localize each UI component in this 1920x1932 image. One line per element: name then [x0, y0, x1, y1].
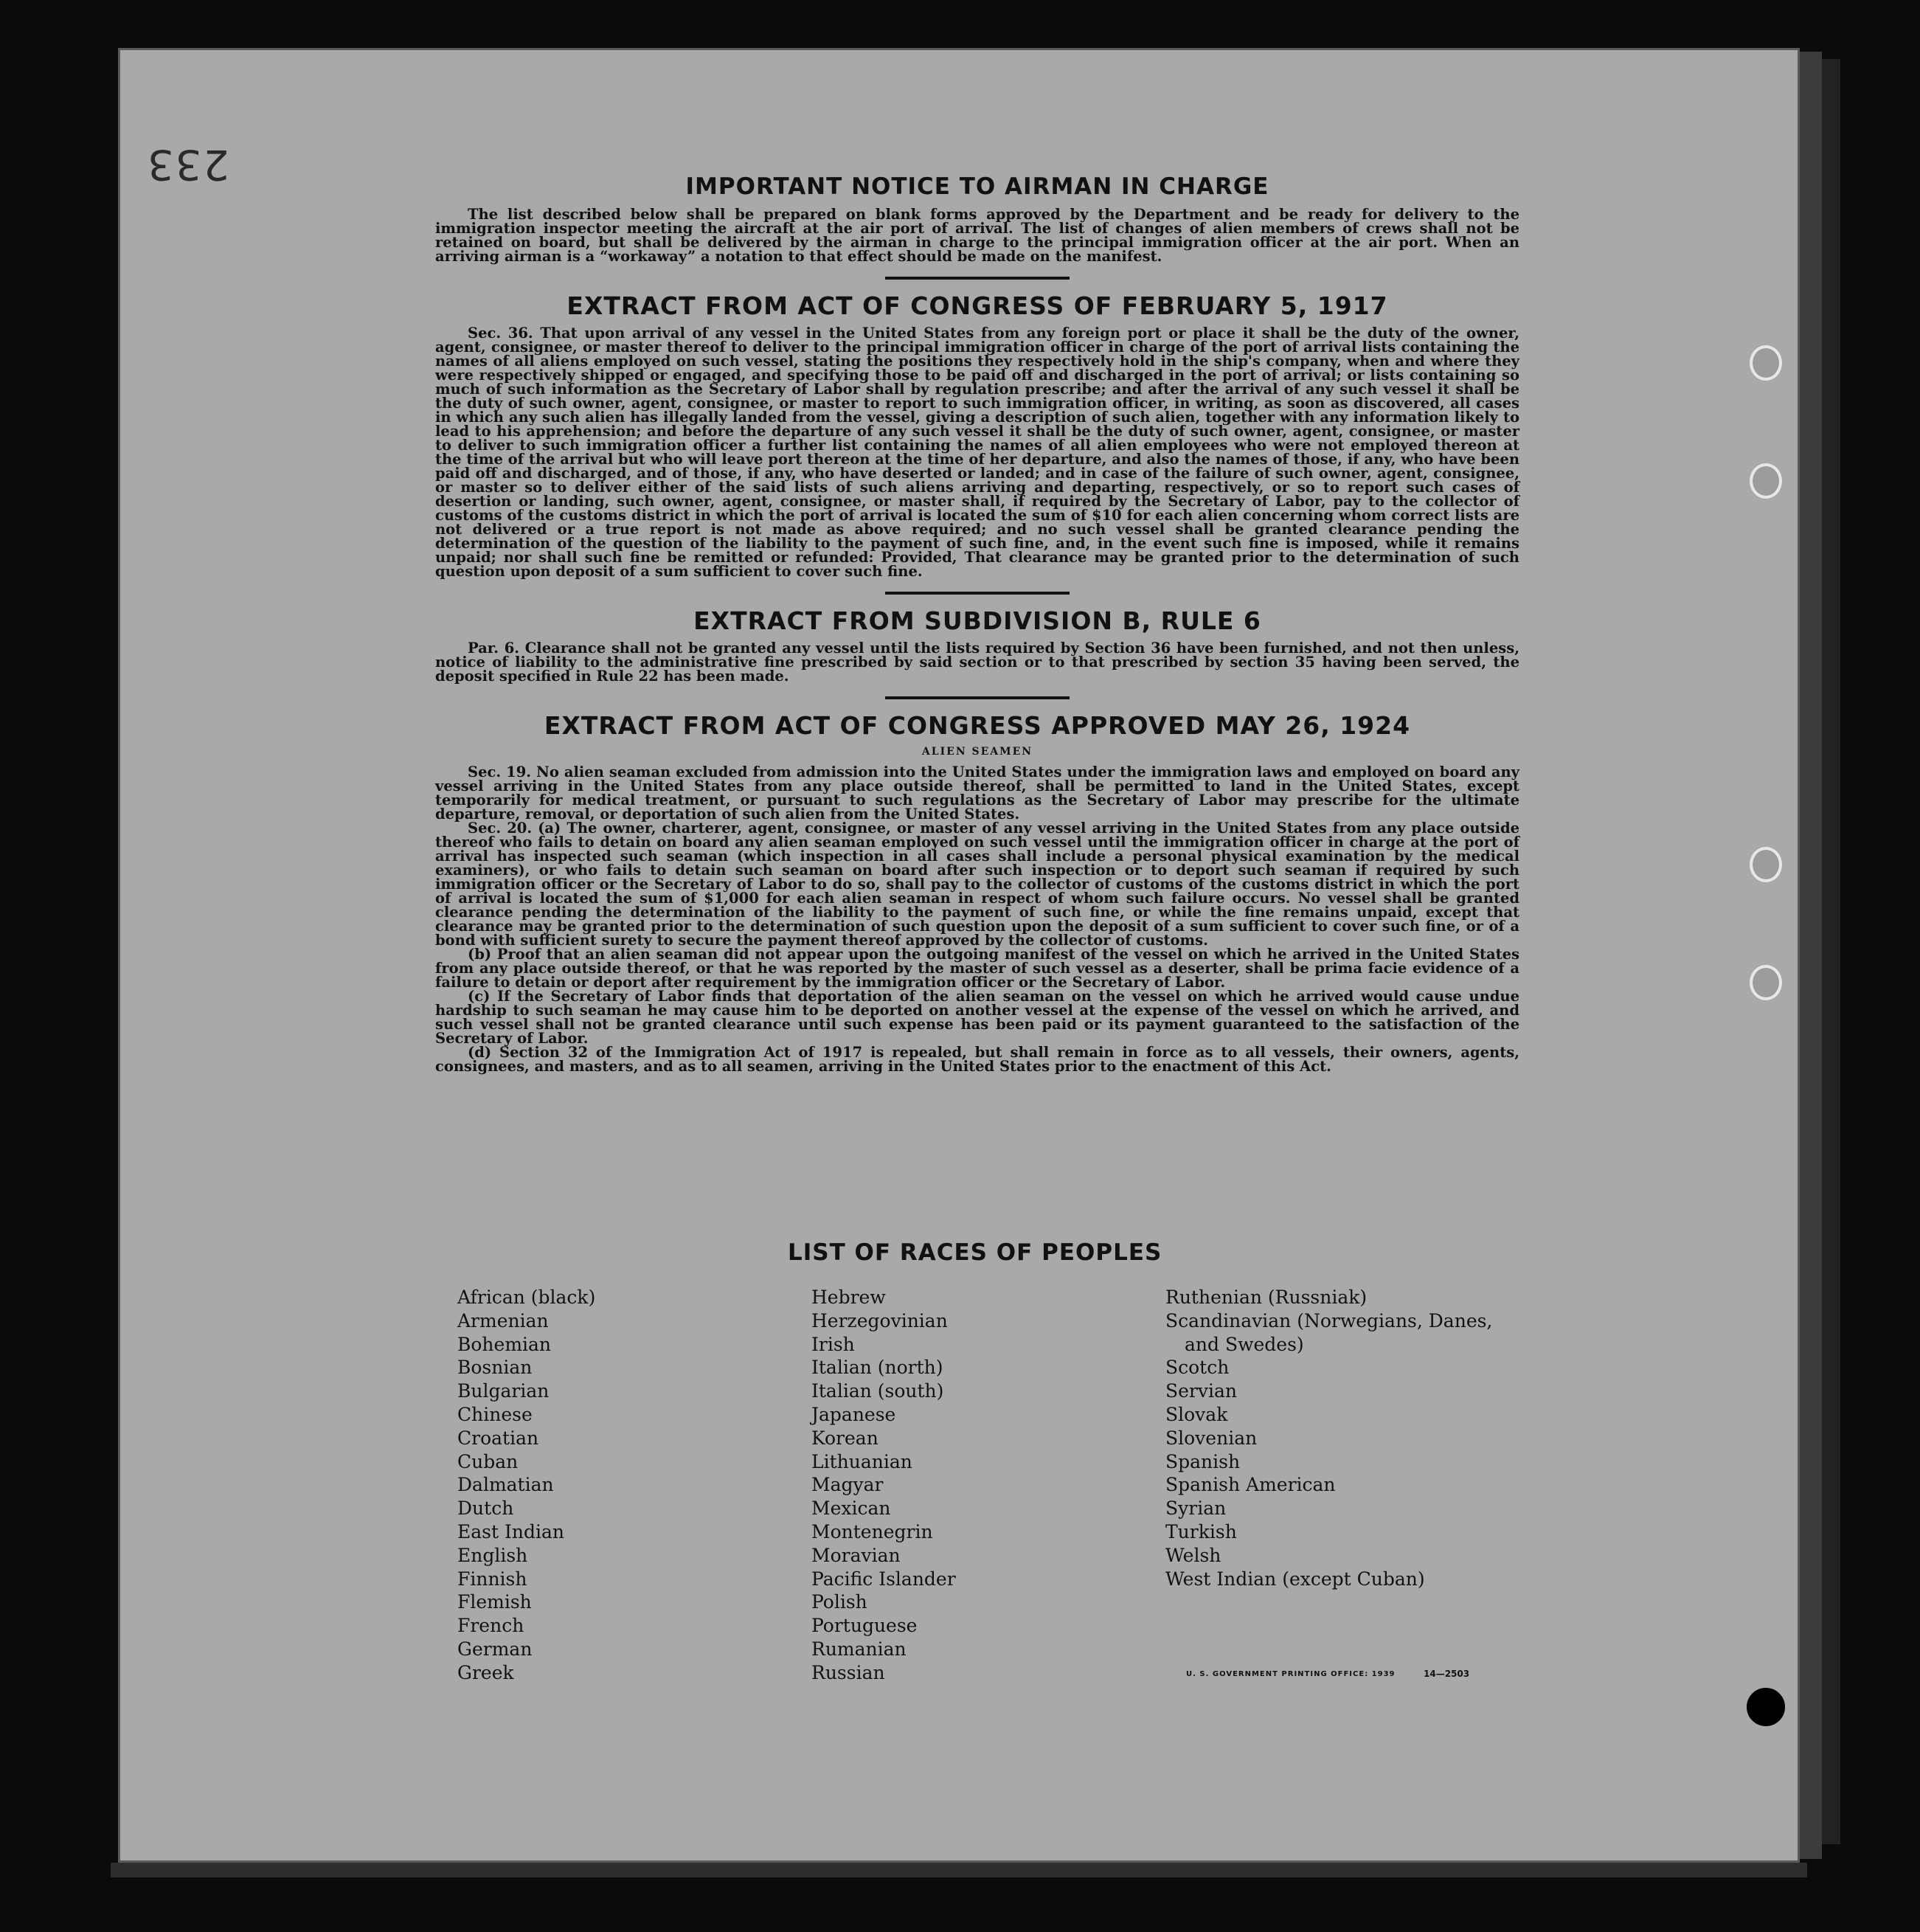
race-item: Pacific Islander: [811, 1568, 956, 1590]
races-column-2: [811, 1286, 956, 1685]
punch-hole-icon: [1750, 965, 1782, 1000]
race-item: Hebrew: [811, 1287, 886, 1308]
page-edge-right-shadow: [1822, 59, 1840, 1844]
race-item: Magyar: [811, 1474, 884, 1496]
race-item: Moravian: [811, 1544, 901, 1566]
race-item: English: [457, 1544, 528, 1566]
race-item: African (black): [457, 1287, 596, 1308]
race-item: Slovak: [1165, 1403, 1228, 1425]
race-item: Bosnian: [457, 1357, 533, 1379]
race-item: Dutch: [457, 1498, 514, 1520]
race-item: Bohemian: [457, 1333, 552, 1355]
race-item: Spanish: [1165, 1450, 1241, 1472]
act-1924-sec19: Sec. 19. No alien seaman excluded from admission into the United States under the immigration laws and employed on board any vessel arriving in the United States from any place outside thereof, shall be permitted to land in the United States, except temporarily for medical treatment, or pursuant to such regulations as the Secretary of Labor may prescribe for the ultimate departure, removal, or deportation of such alien from the United States.: [435, 764, 1519, 823]
race-item: Italian (south): [811, 1380, 944, 1402]
act-1924-title: EXTRACT FROM ACT OF CONGRESS APPROVED MAY 26, 1924: [544, 711, 1411, 740]
races-column-3: [1165, 1286, 1492, 1590]
divider: [885, 696, 1070, 699]
races-list-title: LIST OF RACES OF PEOPLES: [788, 1239, 1162, 1266]
race-item: Portuguese: [811, 1615, 918, 1637]
printer-imprint: U. S. GOVERNMENT PRINTING OFFICE: 1939: [1186, 1670, 1396, 1678]
race-item: Finnish: [457, 1568, 527, 1590]
margin-page-number: 233: [146, 140, 229, 188]
act-1924-sec20b: (b) Proof that an alien seaman did not appear upon the outgoing manifest of the vessel on which he arrived in the United States from any place outside thereof, or that he was reported by the master of such vessel as a deserter, shall be prima facie evidence of a failure to detain or deport after requirement by the immigration officer or the Secretary of Labor.: [435, 946, 1519, 991]
race-item: Armenian: [457, 1309, 549, 1332]
race-item: Turkish: [1165, 1520, 1237, 1543]
rule-6-text: Par. 6. Clearance shall not be granted any vessel until the lists required by Section 36 have been furnished, and not then unless, notice of liability to the administrative fine prescribed by said section or to that prescribed by section 35 having been served, the deposit specified in Rule 22 has been made.: [435, 640, 1519, 685]
race-item: Korean: [811, 1427, 878, 1449]
race-item: Bulgarian: [457, 1380, 550, 1402]
race-item: Slovenian: [1165, 1427, 1258, 1449]
rule-6-title: EXTRACT FROM SUBDIVISION B, RULE 6: [693, 606, 1261, 635]
act-1924-subtitle: ALIEN SEAMEN: [921, 746, 1033, 758]
punch-hole-icon: [1750, 847, 1782, 882]
race-item: and Swedes): [1185, 1333, 1304, 1355]
race-item: Syrian: [1165, 1498, 1227, 1520]
race-item: Chinese: [457, 1403, 533, 1425]
race-item: Dalmatian: [457, 1474, 554, 1496]
race-item: Welsh: [1165, 1544, 1221, 1566]
punch-hole-filled-icon: [1747, 1688, 1785, 1726]
race-item: French: [457, 1615, 524, 1637]
race-item: Ruthenian (Russniak): [1165, 1287, 1368, 1308]
race-item: Croatian: [457, 1427, 539, 1449]
race-item: Cuban: [457, 1450, 519, 1472]
races-column-1: [457, 1286, 595, 1685]
race-item: Scotch: [1165, 1357, 1230, 1379]
divider: [885, 277, 1070, 280]
page-edge-right: [1800, 52, 1822, 1859]
race-item: East Indian: [457, 1520, 564, 1543]
notice-title: IMPORTANT NOTICE TO AIRMAN IN CHARGE: [685, 173, 1269, 200]
act-1924-sec20d: (d) Section 32 of the Immigration Act of 1917 is repealed, but shall remain in force as to all vessels, their owners, agents, consignees, and masters, and as to all seamen, arriving in the United States prior to the enactment of this Act.: [435, 1044, 1519, 1075]
race-item: West Indian (except Cuban): [1165, 1568, 1425, 1590]
race-item: Montenegrin: [811, 1520, 933, 1543]
act-1917-title: EXTRACT FROM ACT OF CONGRESS OF FEBRUARY 5, 1917: [566, 291, 1388, 320]
race-item: Mexican: [811, 1498, 891, 1520]
race-item: Servian: [1165, 1380, 1237, 1402]
race-item: Herzegovinian: [811, 1309, 948, 1332]
notice-text: The list described below shall be prepared on blank forms approved by the Department and be ready for delivery to the immigration inspector meeting the aircraft at the air port of arrival. The list of changes of alien members of crews shall not be retained on board, but shall be delivered by the airman in charge to the principal immigration officer at the air port. When an arriving airman is a “workaway” a notation to that effect should be made on the manifest.: [435, 206, 1519, 265]
race-item: Lithuanian: [811, 1450, 912, 1472]
race-item: Italian (north): [811, 1357, 943, 1379]
punch-hole-icon: [1750, 345, 1782, 381]
punch-hole-icon: [1750, 463, 1782, 499]
race-item: Rumanian: [811, 1638, 907, 1660]
divider: [885, 592, 1070, 595]
race-item: Japanese: [811, 1403, 896, 1425]
form-number: 14—2503: [1424, 1669, 1470, 1679]
race-item: Russian: [811, 1661, 885, 1683]
document-body: [435, 173, 1519, 1073]
race-item: Greek: [457, 1661, 514, 1683]
race-item: Flemish: [457, 1591, 532, 1613]
race-item: Scandinavian (Norwegians, Danes,: [1165, 1309, 1493, 1332]
act-1924-sec20a: Sec. 20. (a) The owner, charterer, agent, consignee, or master of any vessel arriving in the United States from any place outside thereof who fails to detain on board any alien seaman employed on such vessel until the immigration officer in charge at the port of arrival has inspected such seaman (which inspection in all cases shall include a personal physical examination by the medical examiners), or who fails to detain such seaman on board after such inspection or to deport such seaman if required by such immigration officer or the Secretary of Labor to do so, shall pay to the collector of customs of the customs district in which the port of arrival is located the sum of $1,000 for each alien seaman in respect of whom such failure occurs. No vessel shall be granted clearance pending the determination of the liability to the payment of such fine, or while the fine remains unpaid, except that clearance may be granted prior to the determination of such question upon the deposit of a sum sufficient to cover such fine, or of a bond with sufficient surety to secure the payment thereof approved by the collector of customs.: [435, 820, 1519, 949]
act-1917-text: Sec. 36. That upon arrival of any vessel in the United States from any foreign port or place it shall be the duty of the owner, agent, consignee, or master thereof to deliver to the principal immigration officer in charge of the port of arrival lists containing the names of all aliens employed on such vessel, stating the positions they respectively hold in the ship's company, when and where they were respectively shipped or engaged, and specifying those to be paid off and discharged in the port of arrival; or lists containing so much of such information as the Secretary of Labor shall by regulation prescribe; and after the arrival of any such vessel it shall be the duty of such owner, agent, consignee, or master to report to such immigration officer, in writing, as soon as discovered, all cases in which any such alien has illegally landed from the vessel, giving a description of such alien, together with any information likely to lead to his apprehension; and before the departure of any such vessel it shall be the duty of such owner, agent, consignee, or master to deliver to such immigration officer a further list containing the names of all alien employees who were not employed thereon at the time of the arrival but who will leave port thereon at the time of her departure, and also the names of those, if any, who have been paid off and discharged, and of those, if any, who have deserted or landed; and in case of the failure of such owner, agent, consignee, or master so to deliver either of the said lists of such aliens arriving and departing, respectively, or so to report such cases of desertion or landing, such owner, agent, consignee, or master shall, if required by the Secretary of Labor, pay to the collector of customs of the customs district in which the port of arrival is located the sum of $10 for each alien concerning whom correct lists are not delivered or a true report is not made as above required; and no such vessel shall be granted clearance pending the determination of the question of the liability to the payment of such fine, and, in the event such fine is imposed, while it remains unpaid; nor shall such fine be remitted or refunded: Provided, That clearance may be granted prior to the determination of such question upon deposit of a sum sufficient to cover such fine.: [435, 325, 1519, 580]
act-1924-sec20c: (c) If the Secretary of Labor finds that deportation of the alien seaman on the vessel on which he arrived would cause undue hardship to such seaman he may cause him to be deported on another vessel at the expense of the vessel on which he arrived, and such vessel shall not be granted clearance until such expense has been paid or its payment guaranteed to the satisfaction of the Secretary of Labor.: [435, 988, 1519, 1047]
race-item: Spanish American: [1165, 1474, 1336, 1496]
race-item: German: [457, 1638, 533, 1660]
page-edge-bottom: [111, 1863, 1807, 1877]
race-item: Irish: [811, 1333, 855, 1355]
race-item: Polish: [811, 1591, 867, 1613]
